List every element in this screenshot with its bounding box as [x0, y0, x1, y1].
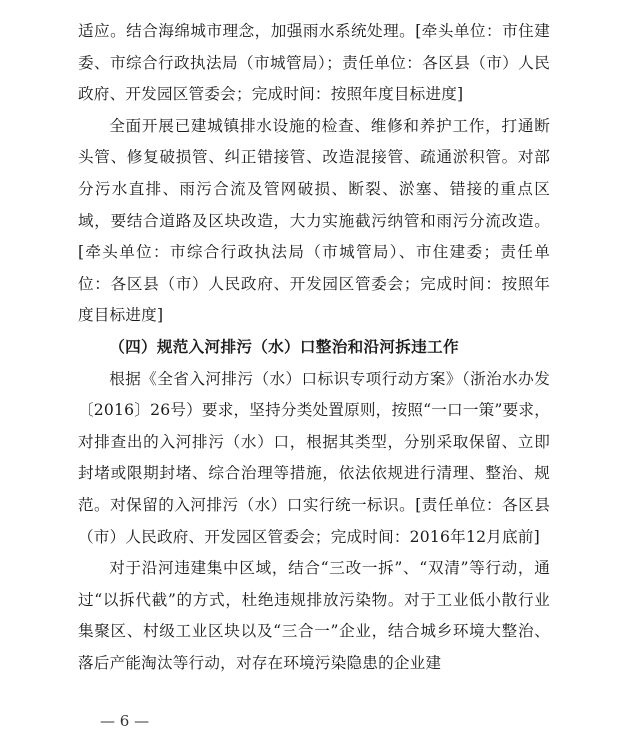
- document-body: [78, 16, 550, 679]
- section-heading: （四）规范入河排污（水）口整治和沿河拆违工作: [109, 337, 459, 356]
- page-number: — 6 —: [100, 712, 150, 730]
- paragraph-rainwater: 适应。结合海绵城市理念，加强雨水系统处理。[牵头单位：市住建委、市综合行政执法局（市城管局）；责任单位：各区县（市）人民政府、开发园区管委会；完成时间：按照年度目标进度]: [78, 22, 550, 104]
- paragraph-illegal-buildings: 对于沿河违建集中区域，结合“三改一拆”、“双清”等行动，通过“以拆代截”的方式，杜绝违规排放污染物。对于工业低小散行业集聚区、村级工业区块以及“三合一”企业，结合城乡环境大整治、落后产能淘汰等行动，对存在环境污染隐患的企业建: [78, 559, 550, 672]
- paragraph-drainage-maintenance: 全面开展已建城镇排水设施的检查、维修和养护工作，打通断头管、修复破损管、纠正错接管、改造混接管、疏通淤积管。对部分污水直排、雨污合流及管网破损、断裂、淤塞、错接的重点区域，要结合道路及区块改造，大力实施截污纳管和雨污分流改造。[牵头单位：市综合行政执法局（市城管局）、市住建委；责任单位：各区县（市）人民政府、开发园区管委会；完成时间：按照年度目标进度]: [78, 116, 550, 325]
- paragraph-outlet-rectification: 根据《全省入河排污（水）口标识专项行动方案》（浙治水办发〔2016〕26号）要求，坚持分类处置原则，按照“一口一策”要求，对排查出的入河排污（水）口，根据其类型，分别采取保留、立即封堵或限期封堵、综合治理等措施，依法依规进行清理、整治、规范。对保留的入河排污（水）口实行统一标识。[责任单位：各区县（市）人民政府、开发园区管委会；完成时间：2016年12月底前]: [78, 369, 550, 546]
